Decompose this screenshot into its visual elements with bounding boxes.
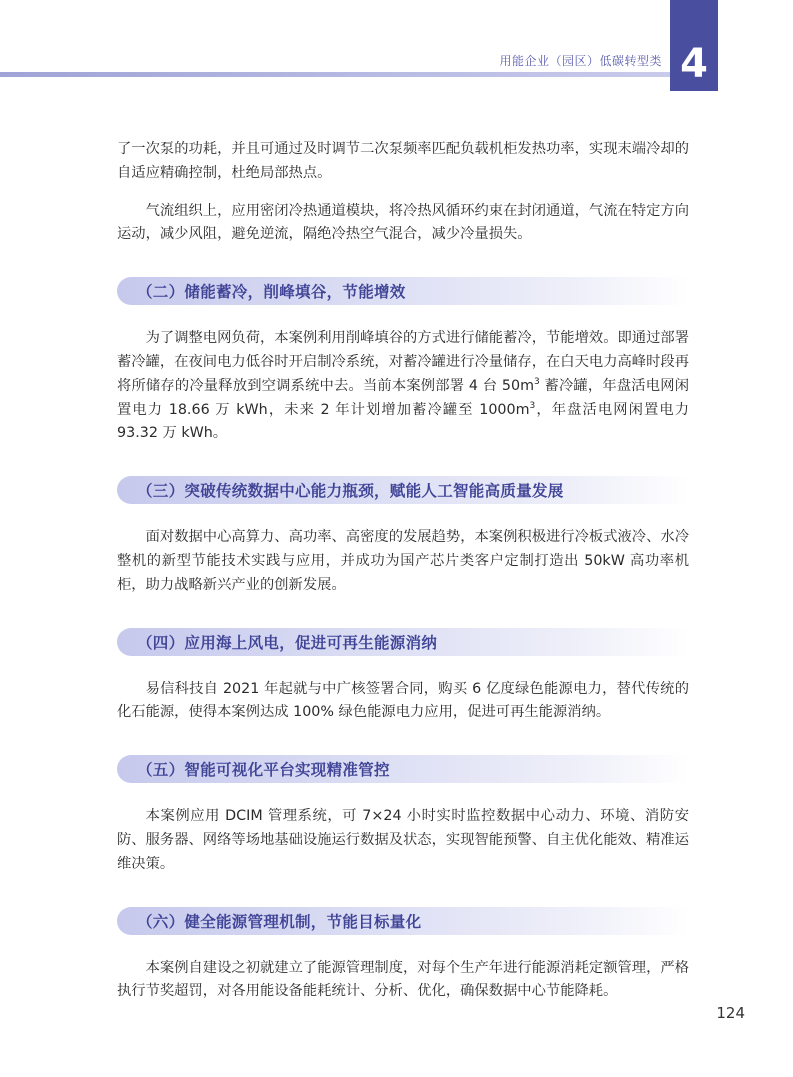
paragraph-dcim: 本案例应用 DCIM 管理系统，可 7×24 小时实时监控数据中心动力、环境、消防安防、服务器、网络等场地基础设施运行数据及状态，实现智能预警、自主优化能效、精准运维决策。 <box>117 808 689 872</box>
section-heading-6: （六）健全能源管理机制，节能目标量化 <box>117 907 689 935</box>
paragraph-wind-power: 易信科技自 2021 年起就与中广核签署合同，购买 6 亿度绿色能源电力，替代传统的化石能源，使得本案例达成 100% 绿色能源电力应用，促进可再生能源消纳。 <box>117 680 689 721</box>
superscript: 3 <box>534 377 540 388</box>
text-run: ，年盘活电网闲置电力 93.32 万 kWh。 <box>117 401 689 442</box>
paragraph-energy-storage <box>117 327 689 446</box>
section-heading-3: （三）突破传统数据中心能力瓶颈，赋能人工智能高质量发展 <box>117 476 689 504</box>
chapter-number-tab: 4 <box>670 0 718 91</box>
header-bar <box>0 72 672 77</box>
section-heading-2: （二）储能蓄冷，削峰填谷，节能增效 <box>117 277 689 305</box>
paragraph-liquid-cooling: 面对数据中心高算力、高功率、高密度的发展趋势，本案例积极进行冷板式液冷、水冷整机的新型节能技术实践与应用，并成功为国产芯片类客户定制打造出 50kW 高功率机柜，助力战略新兴产业的创新发展。 <box>117 529 689 593</box>
section-heading-5: （五）智能可视化平台实现精准管控 <box>117 755 689 783</box>
section-heading-4: （四）应用海上风电，促进可再生能源消纳 <box>117 628 689 656</box>
paragraph-energy-management: 本案例自建设之初就建立了能源管理制度，对每个生产年进行能源消耗定额管理，严格执行节奖超罚，对各用能设备能耗统计、分析、优化，确保数据中心节能降耗。 <box>117 959 689 1000</box>
superscript: 3 <box>529 400 536 411</box>
text-run: 蓄冷罐，年盘活电网闲置电力 18.66 万 kWh，未来 2 年计划增加蓄冷罐至 1000m <box>117 377 689 418</box>
running-header-title: 用能企业（园区）低碳转型类 <box>499 54 662 68</box>
paragraph-airflow: 气流组织上，应用密闭冷热通道模块，将冷热风循环约束在封闭通道，气流在特定方向运动，减少风阻，避免逆流，隔绝冷热空气混合，减少冷量损失。 <box>117 202 689 243</box>
paragraph-continued: 了一次泵的功耗，并且可通过及时调节二次泵频率匹配负载机柜发热功率，实现末端冷却的自适应精确控制，杜绝局部热点。 <box>117 141 689 181</box>
page-number: 124 <box>716 1004 745 1022</box>
page-content <box>117 138 689 1004</box>
text-run: 为了调整电网负荷，本案例利用削峰填谷的方式进行储能蓄冷，节能增效。即通过部署蓄冷罐，在夜间电力低谷时开启制冷系统，对蓄冷罐进行冷量储存，在白天电力高峰时段再将所储存的冷量释放到空调系统中去。当前本案例部署 4 台 50m <box>117 330 689 394</box>
